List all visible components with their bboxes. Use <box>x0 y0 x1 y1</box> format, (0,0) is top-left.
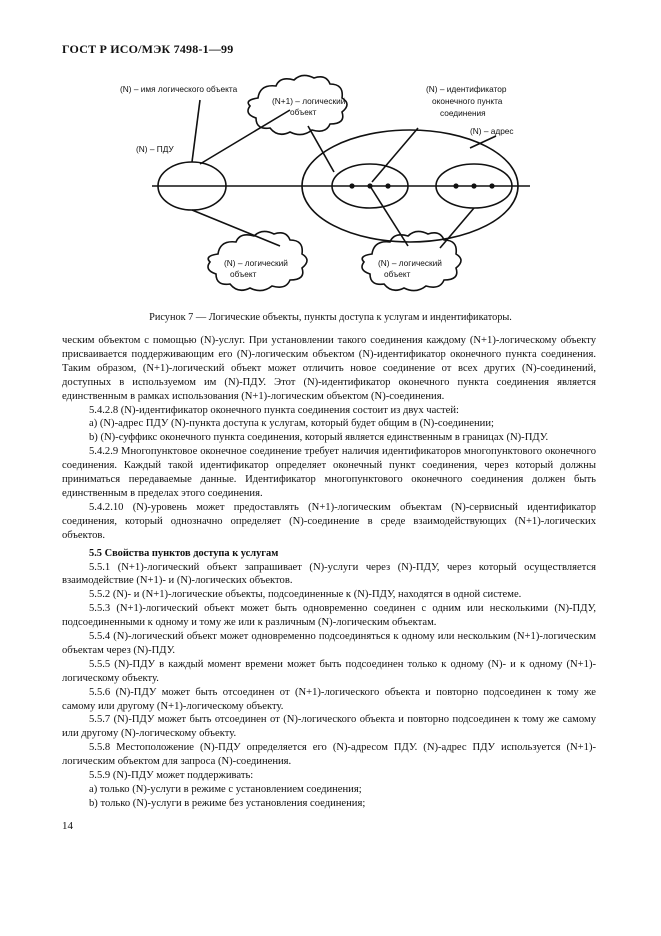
paragraph: 5.4.2.8 (N)-идентификатор оконечного пункта соединения состоит из двух частей: <box>89 404 459 416</box>
paragraph: 5.4.2.9 Многопунктовое оконечное соединение требует наличия идентификаторов многопунктового оконечного соединения. Каждый такой идентификатор определяет оконечный пункт соединения, через который должны приниматься передаваемые данные. Идентификатор многопунктового оконечного соединения должен быть единственным в пределах этого соединения. <box>62 446 596 499</box>
list-item: а) только (N)-услуги в режиме с установлением соединения; <box>89 784 362 795</box>
label-ident-3: соединения <box>440 108 486 118</box>
endpoint-dot <box>471 183 476 188</box>
paragraph: 5.5.8 Местоположение (N)-ПДУ определяется его (N)-адресом ПДУ. (N)-адрес ПДУ используется (N+1)-логическим объектом для запроса (N)-соединения. <box>62 742 596 768</box>
label-bottom-left-1: (N) – логический <box>224 258 288 268</box>
link-bottom-left-2 <box>370 186 408 246</box>
endpoint-dot <box>349 183 354 188</box>
paragraph: 5.4.2.10 (N)-уровень может предоставлять (N+1)-логическим объектам (N)-сервисный идентификатор соединения, который однозначно определяет (N)-соединение в среде взаимодействующих (N+1)-логических объектов. <box>62 501 596 541</box>
paragraph: 5.5.9 (N)-ПДУ может поддерживать: <box>89 770 254 782</box>
label-n-name: (N) – имя логического объекта <box>120 84 238 94</box>
figure-7 <box>120 68 560 300</box>
paragraph: 5.5.4 (N)-логический объект может одновременно подсоединяться к одному или нескольким (N+1)-логическим объектам через (N)-ПДУ. <box>62 631 596 656</box>
paragraph: 5.5.3 (N+1)-логический объект может быть одновременно соединен с одним или несколькими (N)-ПДУ, подсоединенными к одному и тому же или к различным (N)-логическим объектам. <box>62 603 596 629</box>
section-heading: 5.5 Свойства пунктов доступа к услугам <box>89 547 279 559</box>
paragraph: 5.5.6 (N)-ПДУ может быть отсоединен от (N+1)-логического объекта и повторно подсоединен к тому же самому или другому (N+1)-логическому объекту. <box>62 686 596 712</box>
label-bottom-left-2: объект <box>230 269 257 279</box>
link-name-left <box>192 100 200 162</box>
list-item: а) (N)-адрес ПДУ (N)-пункта доступа к услугам, который будет общим в (N)-соединении; <box>89 418 494 430</box>
link-address-label <box>470 136 496 148</box>
figure-caption: Рисунок 7 — Логические объекты, пункты доступа к услугам и индентификаторы. <box>149 312 512 323</box>
label-top-cloud-2: объект <box>290 107 317 117</box>
document-header: ГОСТ Р ИСО/МЭК 7498-1—99 <box>62 42 234 56</box>
endpoint-dot <box>453 183 458 188</box>
label-pdu: (N) – ПДУ <box>136 144 174 154</box>
endpoint-dot <box>489 183 494 188</box>
label-ident-2: оконечного пункта <box>432 96 503 106</box>
paragraph: 5.5.2 (N)- и (N+1)-логические объекты, подсоединенные к (N)-ПДУ, находятся в одной системе. <box>89 589 522 601</box>
link-bottom-right <box>440 208 474 248</box>
endpoint-dot <box>367 183 372 188</box>
list-item: b) (N)-суффикс оконечного пункта соединения, который является единственным в границах (N)-ПДУ. <box>89 432 549 444</box>
label-top-cloud-1: (N+1) – логический <box>272 96 346 106</box>
endpoint-dot <box>385 183 390 188</box>
link-ident <box>372 128 418 182</box>
paragraph: ческим объектом с помощью (N)-услуг. При установлении такого соединения каждому (N+1)-логическому объекту присваивается поддерживающим его (N)-логическим объектом (N)-идентификатор оконечного пункта соединения. Таким образом, (N+1)-логический объект может отличить новое соединение от всех других (N)-соединений, доступных в используемом им (N)-ПДУ. Этот (N)-идентификатор оконечного пункта соединения является единственным в рамках использования (N+1)-логическим объектом (N)-соединения. <box>62 335 596 402</box>
list-item: b) только (N)-услуги в режиме без установления соединения; <box>89 797 366 809</box>
paragraph: 5.5.1 (N+1)-логический объект запрашивает (N)-услуги через (N)-ПДУ, через который осуществляется взаимодействие (N+1)- и (N)-логических объектов. <box>62 561 596 587</box>
paragraph: 5.5.7 (N)-ПДУ может быть отсоединен от (N)-логического объекта и повторно подсоединен к тому же самому или другому (N)-логическому объекту. <box>62 714 596 740</box>
page-number: 14 <box>62 820 73 832</box>
label-ident-1: (N) – идентификатор <box>426 84 507 94</box>
link-top-cloud-left <box>200 110 290 164</box>
label-address: (N) – адрес <box>470 126 514 136</box>
body-text <box>62 334 596 811</box>
paragraph: 5.5.5 (N)-ПДУ в каждый момент времени может быть подсоединен только к одному (N)- и к одному (N+1)-логическому объекту. <box>62 658 596 684</box>
label-bottom-right-1: (N) – логический <box>378 258 442 268</box>
label-bottom-right-2: объект <box>384 269 411 279</box>
